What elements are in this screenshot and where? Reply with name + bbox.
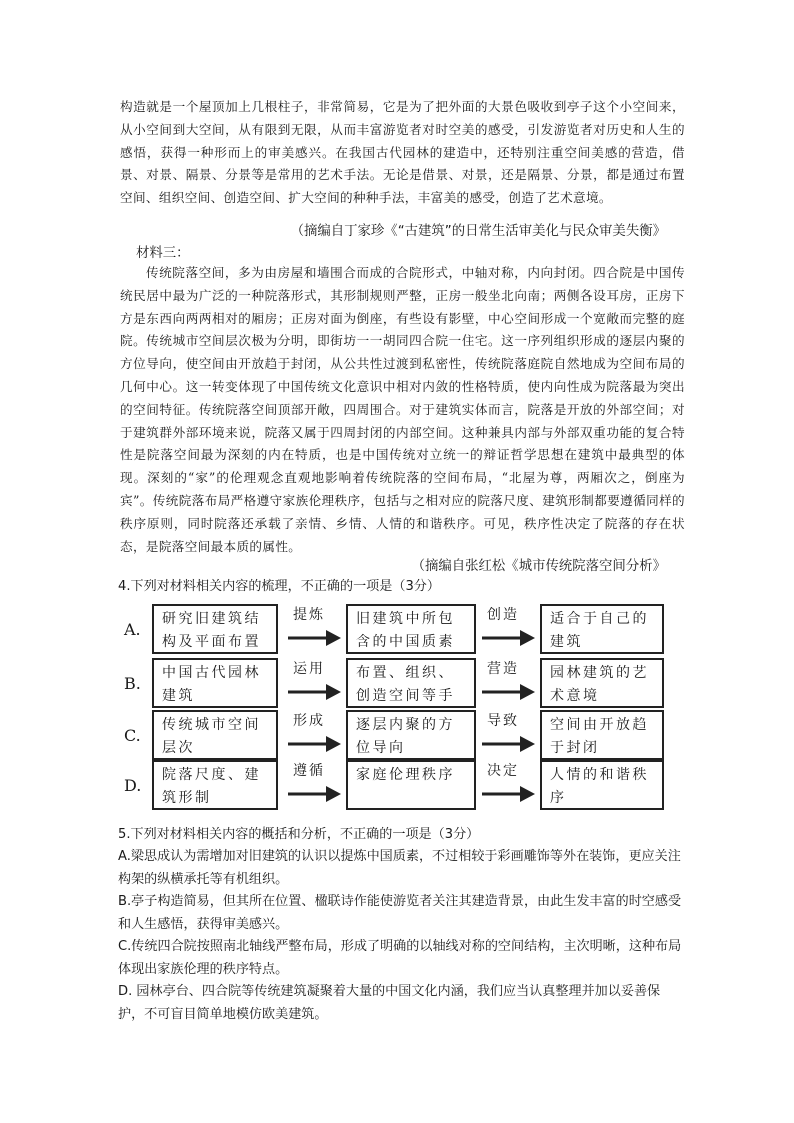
arrow-right-icon [286, 734, 342, 754]
start-box: 研究旧建筑结构及平面布置 [152, 604, 278, 654]
arrow-right-icon [286, 628, 342, 648]
diagram-row-d [116, 760, 686, 812]
question-5-option-c: C.传统四合院按照南北轴线严整布局，形成了明确的以轴线对称的空间结构，主次明晰，这种布局体现出家族伦理的秩序特点。 [118, 939, 682, 977]
verb-2: 营造 [487, 661, 519, 677]
middle-box: 家庭伦理秩序 [346, 760, 476, 810]
verb-2: 创造 [487, 607, 519, 623]
end-box: 人情的和谐秩序 [540, 760, 664, 810]
question-4-stem: 4.下列对材料相关内容的梳理，不正确的一项是（3分） [118, 579, 440, 594]
start-box: 院落尺度、建筑形制 [152, 760, 278, 810]
middle-box: 逐层内聚的方位导向 [346, 710, 476, 760]
question-5-option-a: A.梁思成认为需增加对旧建筑的认识以提炼中国质素，不过相较于彩画雕饰等外在装饰，更应关注构架的纵横承托等有机组织。 [118, 849, 681, 887]
diagram-row-c [116, 710, 686, 762]
source-citation-2: （摘编自张红松《城市传统院落空间分析》 [411, 559, 666, 574]
option-letter: B. [124, 674, 141, 693]
material-3-paragraph: 传统院落空间，多为由房屋和墙围合而成的合院形式，中轴对称，内向封闭。四合院是中国传统民居中最为广泛的一种院落形式，其形制规则严整，正房一般坐北向南；两侧各设耳房，正房下方是东西向两两相对的厢房；正房对面为倒座，有些设有影壁，中心空间形成一个宽敞而完整的庭院。传统城市空间层次极为分明，即街坊一一胡同四合院一住宅。这一序列组织形成的逐层内聚的方位导向，使空间由开放趋于封闭，从公共性过渡到私密性，传统院落庭院自然地成为空间布局的几何中心。这一转变体现了中国传统文化意识中相对内敛的性格特质，使内向性成为院落最为突出的空间特征。传统院落空间顶部开敞，四周围合。对于建筑实体而言，院落是开放的外部空间；对于建筑群外部环境来说，院落又属于四周封闭的内部空间。这种兼具内部与外部双重功能的复合特性是院落空间最为深刻的内在特质，也是中国传统对立统一的辩证哲学思想在建筑中最典型的体现。深刻的“家”的伦理观念直观地影响着传统院落的空间布局，“北屋为尊，两厢次之，倒座为宾”。传统院落布局严格遵守家族伦理秩序，包括与之相对应的院落尺度、建筑形制都要遵循同样的秩序原则，同时院落还承载了亲情、乡情、人情的和谐秩序。可见，秩序性决定了院落的存在状态，是院落空间最本质的属性。 [120, 265, 685, 554]
option-letter: A. [124, 620, 141, 639]
middle-box: 旧建筑中所包含的中国质素 [346, 604, 476, 654]
middle-box: 布置、组织、创造空间等手 [346, 658, 476, 708]
question-5-stem: 5.下列对材料相关内容的概括和分析，不正确的一项是（3分） [118, 827, 480, 842]
diagram-row-a [116, 604, 686, 656]
verb-1: 提炼 [293, 607, 325, 623]
arrow-right-icon [286, 682, 342, 702]
arrow-right-icon [480, 628, 536, 648]
verb-1: 形成 [293, 713, 325, 729]
arrow-right-icon [480, 682, 536, 702]
verb-2: 决定 [487, 763, 519, 779]
start-box: 中国古代园林建筑 [152, 658, 278, 708]
end-box: 园林建筑的艺术意境 [540, 658, 664, 708]
option-letter: C. [124, 726, 141, 745]
question-5-option-d: D. 园林亭台、四合院等传统建筑凝聚着大量的中国文化内涵，我们应当认真整理并加以妥善保护，不可盲目简单地模仿欧美建筑。 [118, 984, 661, 1022]
arrow-right-icon [480, 784, 536, 804]
option-letter: D. [124, 776, 142, 795]
end-box: 适合于自己的建筑 [540, 604, 664, 654]
arrow-right-icon [286, 784, 342, 804]
verb-2: 导致 [487, 713, 519, 729]
material-3-heading: 材料三： [136, 246, 190, 261]
verb-1: 运用 [293, 661, 325, 677]
question-4-diagram [116, 600, 686, 812]
arrow-right-icon [480, 734, 536, 754]
verb-1: 遵循 [293, 763, 325, 779]
source-citation-1: （摘编自丁家珍《“古建筑”的日常生活审美化与民众审美失衡》 [290, 224, 666, 239]
question-5-option-b: B.亭子构造简易，但其所在位置、楹联诗作能使游览者关注其建造背景，由此生发丰富的时空感受和人生感悟，获得审美感兴。 [118, 894, 682, 932]
start-box: 传统城市空间层次 [152, 710, 278, 760]
end-box: 空间由开放趋于封闭 [540, 710, 664, 760]
passage-paragraph-continued: 构造就是一个屋顶加上几根柱子，非常简易，它是为了把外面的大景色吸收到亭子这个小空间来，从小空间到大空间，从有限到无限，从而丰富游览者对时空美的感受，引发游览者对历史和人生的感悟，获得一种形而上的审美感兴。在我国古代园林的建造中，还特别注重空间美感的营造，借景、对景、隔景、分景等是常用的艺术手法。无论是借景、对景，还是隔景、分景，都是通过布置空间、组织空间、创造空间、扩大空间的种种手法，丰富美的感受，创造了艺术意境。 [120, 99, 685, 206]
diagram-row-b [116, 658, 686, 710]
